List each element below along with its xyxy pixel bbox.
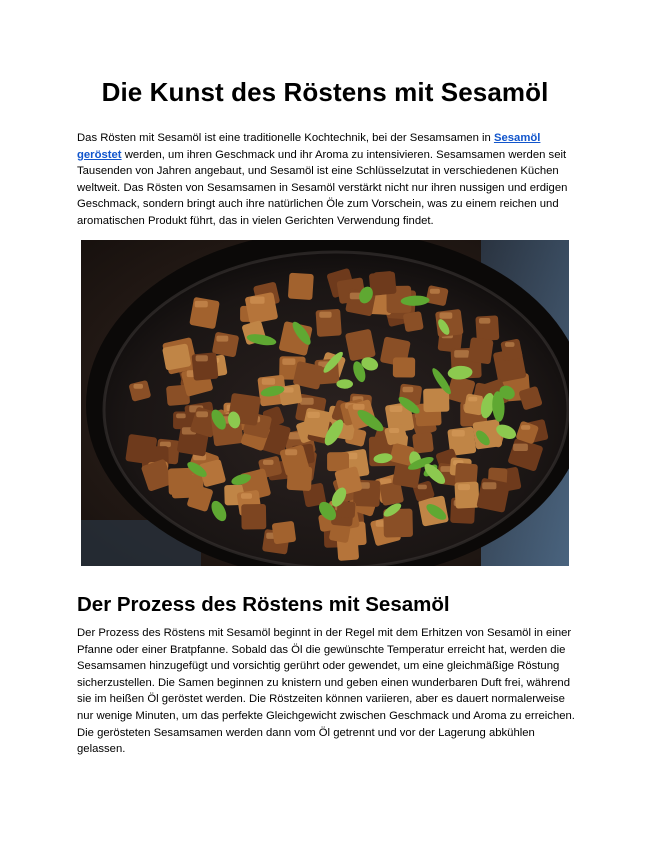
tofu-highlight [389, 428, 399, 433]
tofu-highlight [319, 312, 331, 318]
tofu-highlight [482, 482, 496, 489]
tofu-cube [168, 468, 193, 495]
tofu-highlight [196, 355, 208, 361]
tofu-cube [162, 343, 191, 370]
tofu-cube [403, 311, 424, 332]
tofu-highlight [458, 484, 470, 490]
intro-paragraph [77, 130, 575, 230]
tofu-highlight [353, 404, 365, 410]
tofu-highlight [430, 289, 440, 294]
tofu-highlight [283, 387, 294, 392]
tofu-cube [369, 271, 397, 295]
intro-text-before-link: Das Rösten mit Sesamöl ist eine traditionelle Kochtechnik, bei der Sesamsamen in [77, 132, 494, 144]
tofu-highlight [454, 350, 469, 358]
tofu-cube [212, 332, 240, 358]
tofu-cube [468, 337, 494, 364]
tofu-highlight [440, 312, 453, 318]
tofu-highlight [262, 378, 275, 385]
tofu-cube [345, 329, 376, 362]
tofu-highlight [300, 398, 314, 405]
tofu-highlight [418, 485, 427, 490]
tofu-highlight [241, 493, 252, 499]
tofu-highlight [479, 318, 490, 324]
photo-illustration [81, 240, 569, 566]
tofu-highlight [403, 387, 414, 392]
tofu-cube [412, 432, 434, 453]
tofu-cube [288, 273, 314, 300]
tofu-cube [393, 357, 415, 377]
tofu-highlight [513, 444, 528, 451]
tofu-cube [241, 504, 266, 530]
intro-text-after-link: werden, um ihren Geschmack und ihr Aroma zu intensivieren. Sesamsamen werden seit Tausenden von Jahren angebaut, und Sesamöl ist eine Schlüsselzutat in verschiedenen Küchen weltweit. Das Rösten von Sesamsamen in Sesamöl verstärkt nicht nur ihren nussigen und erdigen Geschmack, sondern bringt auch ihre natürlichen Öle zum Vorschein, was zu einem reichen und aromatischen Produkt führt, das in vielen Gerichten Verwendung findet. [77, 148, 568, 227]
section-heading: Der Prozess des Röstens mit Sesamöl [77, 593, 450, 616]
tofu-highlight [216, 336, 228, 342]
tofu-pan-photo [81, 240, 569, 566]
tofu-highlight [452, 430, 465, 437]
tofu-highlight [134, 384, 144, 389]
tofu-highlight [390, 406, 403, 412]
sesame-oil-link[interactable]: Sesamöl geröstet [77, 132, 541, 161]
section-paragraph: Der Prozess des Röstens mit Sesamöl beginnt in der Regel mit dem Erhitzen von Sesamöl in einer Pfanne oder einer Bratpfanne. Sobald das Öl die gewünschte Temperatur erreicht hat, werden die Sesamsamen hinzugefügt und vorsichtig gerührt oder gewendet, um eine gleichmäßige Röstung sicherzustellen. Die Samen beginnen zu knistern und geben einen wunderbaren Duft frei, während sie im heißen Öl geröstet werden. Die Röstzeiten können variieren, aber es dauert normalerweise nur wenige Minuten, um das perfekte Gleichgewicht zwischen Geschmack und Aroma zu erreichen. Die gerösteten Sesamsamen werden dann vom Öl getrennt und vor der Lagerung abkühlen gelassen. [77, 627, 575, 756]
tofu-highlight [176, 414, 186, 419]
tofu-cube [327, 452, 349, 471]
tofu-highlight [250, 297, 265, 304]
scallion-piece [336, 379, 353, 388]
tofu-highlight [195, 301, 208, 308]
tofu-highlight [263, 460, 274, 465]
tofu-highlight [282, 358, 295, 365]
tofu-highlight [285, 449, 297, 455]
tofu-highlight [196, 411, 208, 417]
tofu-highlight [468, 397, 477, 402]
tofu-highlight [521, 425, 530, 430]
tofu-highlight [505, 342, 515, 347]
document-title: Die Kunst des Röstens mit Sesamöl [101, 77, 549, 107]
tofu-cube [500, 338, 523, 361]
tofu-cube [272, 521, 297, 545]
tofu-highlight [307, 412, 320, 418]
